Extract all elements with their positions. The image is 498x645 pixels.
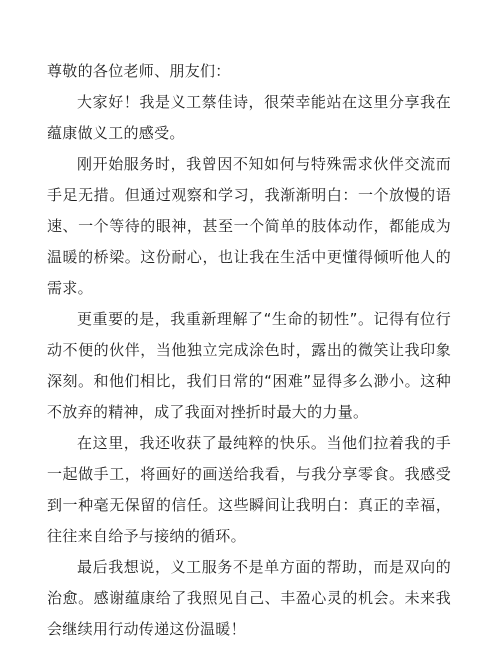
paragraph-joy: 在这里，我还收获了最纯粹的快乐。当他们拉着我的手一起做手工，将画好的画送给我看，与我分享零食。我感受到一种毫无保留的信任。这些瞬间让我明白：真正的幸福，往往来自给予与接纳的循环。 — [47, 434, 451, 545]
salutation: 尊敬的各位老师、朋友们： — [47, 62, 231, 80]
paragraph-greeting: 大家好！我是义工蔡佳诗，很荣幸能站在这里分享我在蕴康做义工的感受。 — [47, 93, 451, 142]
paragraph-resilience: 更重要的是，我重新理解了“生命的韧性”。记得有位行动不便的伙伴，当他独立完成涂色时，露出的微笑让我印象深刻。和他们相比，我们日常的“困难”显得多么渺小。这种不放弃的精神，成了我面对挫折时最大的力量。 — [47, 310, 451, 421]
paragraph-closing: 最后我想说，义工服务不是单方面的帮助，而是双向的治愈。感谢蕴康给了我照见自己、丰盈心灵的机会。未来我会继续用行动传递这份温暖！ — [47, 558, 451, 638]
speech-text — [47, 56, 451, 645]
paragraph-communication: 刚开始服务时，我曾因不知如何与特殊需求伙伴交流而手足无措。但通过观察和学习，我渐渐明白：一个放慢的语速、一个等待的眼神，甚至一个简单的肢体动作，都能成为温暖的桥梁。这份耐心，也让我在生活中更懂得倾听他人的需求。 — [47, 155, 451, 297]
